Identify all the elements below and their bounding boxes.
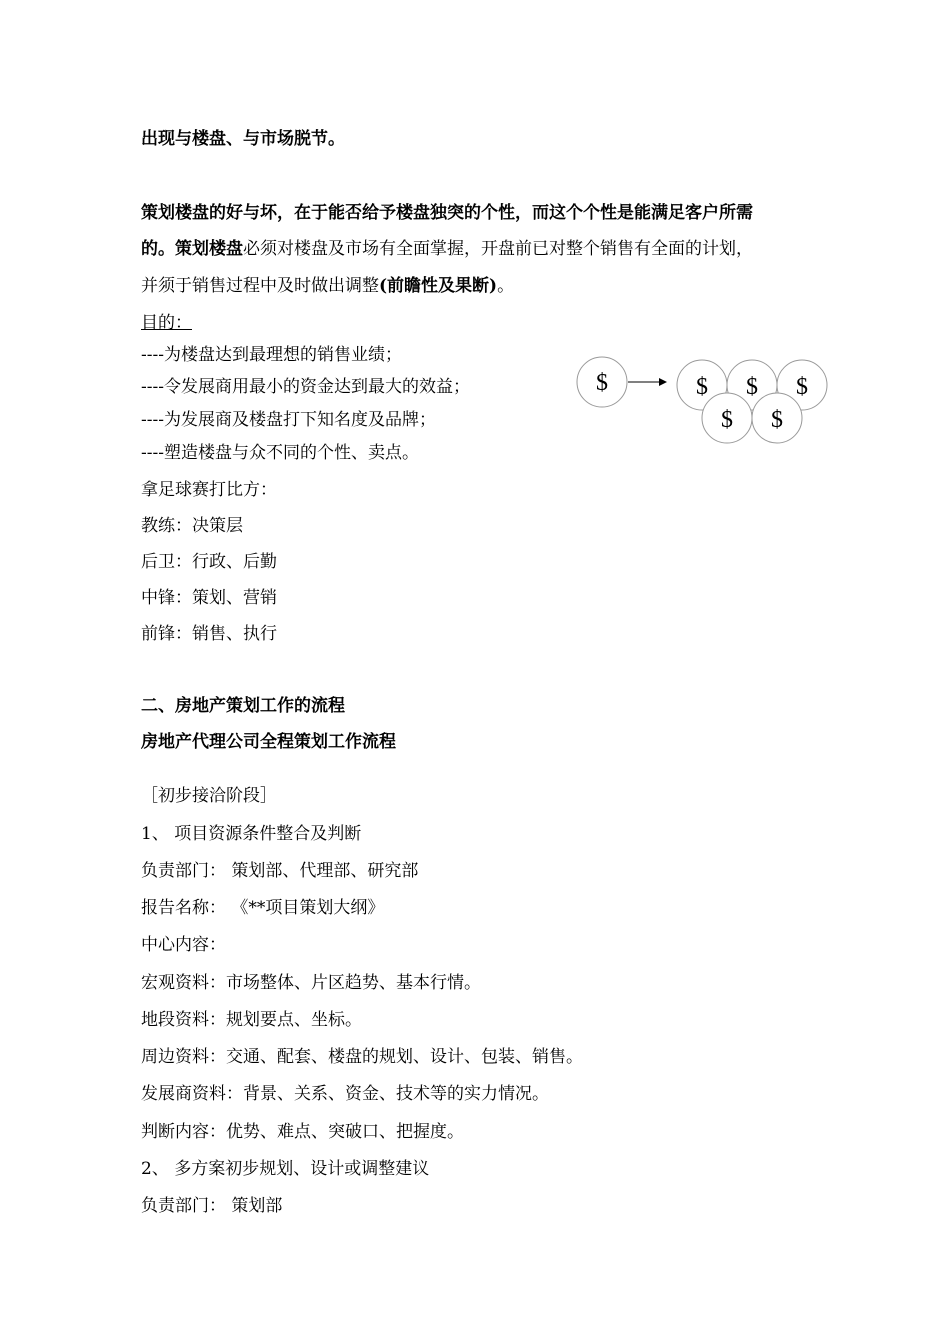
dollar-sign: $ [596, 370, 608, 396]
paragraph-line-3-bold: (前瞻性及果断) [379, 276, 498, 296]
stage-line: 1、 项目资源条件整合及判断 [141, 824, 362, 844]
purpose-item: ----令发展商用最小的资金达到最大的效益； [141, 377, 470, 397]
paragraph-line-2-rest: 必须对楼盘及市场有全面掌握，开盘前已对整个销售有全面的计划， [243, 239, 753, 259]
stage-line: 周边资料：交通、配套、楼盘的规划、设计、包装、销售。 [141, 1047, 583, 1067]
stage-line: 2、 多方案初步规划、设计或调整建议 [141, 1159, 430, 1179]
purpose-item: ----塑造楼盘与众不同的个性、卖点。 [141, 443, 419, 463]
money-multiplication-diagram [570, 352, 840, 452]
dollar-sign: $ [771, 407, 783, 433]
dollar-sign: $ [796, 374, 808, 400]
paragraph-line-3 [141, 274, 514, 298]
stage-line: 报告名称： 《**项目策划大纲》 [141, 898, 385, 918]
purpose-item: ----为发展商及楼盘打下知名度及品牌； [141, 410, 436, 430]
section-title: 二、房地产策划工作的流程 [141, 696, 345, 716]
dollar-sign: $ [721, 407, 733, 433]
section-subtitle: 房地产代理公司全程策划工作流程 [141, 732, 396, 752]
purpose-heading: 目的： [141, 313, 192, 333]
paragraph-line-1: 策划楼盘的好与坏，在于能否给予楼盘独突的个性，而这个个性是能满足客户所需 [141, 203, 753, 223]
stage-line: 判断内容：优势、难点、突破口、把握度。 [141, 1122, 464, 1142]
football-item: 后卫：行政、后勤 [141, 552, 277, 572]
dollar-sign: $ [746, 374, 758, 400]
stage-line: 宏观资料：市场整体、片区趋势、基本行情。 [141, 973, 481, 993]
paragraph-line-2-bold: 的。策划楼盘 [141, 239, 243, 259]
football-intro: 拿足球赛打比方： [141, 480, 277, 500]
stage-line: 发展商资料：背景、关系、资金、技术等的实力情况。 [141, 1084, 549, 1104]
stage-line: 中心内容： [141, 935, 226, 955]
stage-label: ［初步接洽阶段］ [141, 786, 277, 806]
paragraph-line-3-start: 并须于销售过程中及时做出调整 [141, 276, 379, 296]
stage-line: 负责部门： 策划部、代理部、研究部 [141, 861, 419, 881]
intro-line: 出现与楼盘、与市场脱节。 [141, 129, 345, 149]
football-item: 教练：决策层 [141, 516, 243, 536]
paragraph-line-2 [141, 237, 753, 261]
dollar-sign: $ [696, 374, 708, 400]
football-item: 中锋：策划、营销 [141, 588, 277, 608]
stage-line: 地段资料：规划要点、坐标。 [141, 1010, 362, 1030]
stage-line: 负责部门： 策划部 [141, 1196, 283, 1216]
football-item: 前锋：销售、执行 [141, 624, 277, 644]
purpose-item: ----为楼盘达到最理想的销售业绩； [141, 345, 402, 365]
paragraph-line-3-end: 。 [497, 276, 515, 296]
